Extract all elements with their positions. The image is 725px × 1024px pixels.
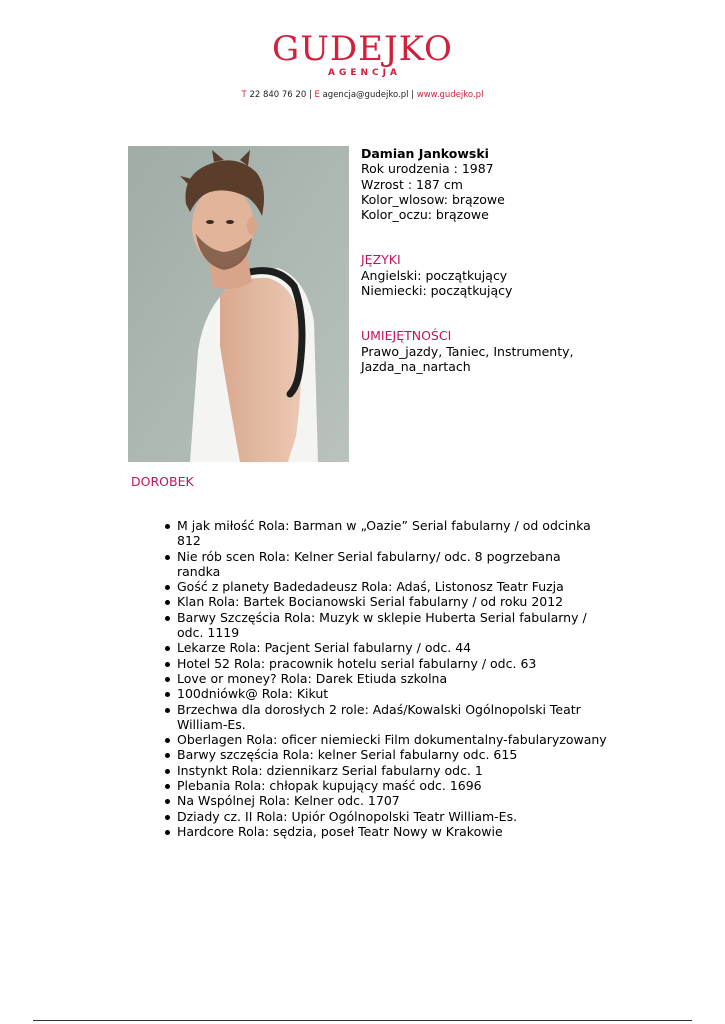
credit-item: Na Wspólnej Rola: Kelner odc. 1707 [177,793,607,808]
website-link[interactable]: www.gudejko.pl [416,90,484,100]
credit-item: Hardcore Rola: sędzia, poseł Teatr Nowy w Krakowie [177,824,607,839]
skills-line: Jazda_na_nartach [361,358,471,374]
footer-divider [33,1020,692,1021]
separator: | [411,90,415,100]
agency-logo-subtitle: AGENCJA [328,68,401,78]
actor-name: Damian Jankowski [361,146,489,161]
skills-title: UMIEJĘTNOŚCI [361,328,452,344]
birth-year: Rok urodzenia : 1987 [361,161,494,177]
credit-item: Oberlagen Rola: oficer niemiecki Film dokumentalny-fabularyzowany [177,732,607,748]
credit-item: Barwy Szczęścia Rola: Muzyk w sklepie Huberta Serial fabularny / odc. 1119 [177,610,607,641]
agency-header [0,30,725,78]
credit-item: Love or money? Rola: Darek Etiuda szkolna [177,671,607,686]
credit-item: M jak miłość Rola: Barman w „Oazie” Serial fabularny / od odcinka 812 [177,518,607,549]
credit-item: Dziady cz. II Rola: Upiór Ogólnopolski Teatr William-Es. [177,809,607,824]
credit-item: Brzechwa dla dorosłych 2 role: Adaś/Kowalski Ogólnopolski Teatr William-Es. [177,702,607,733]
credit-item: Hotel 52 Rola: pracownik hotelu serial fabularny / odc. 63 [177,656,607,671]
credit-item: Gość z planety Badedadeusz Rola: Adaś, Listonosz Teatr Fuzja [177,579,607,594]
credit-item: Klan Rola: Bartek Bocianowski Serial fabularny / od roku 2012 [177,594,607,609]
phone-prefix: T [241,90,247,100]
eye-color: Kolor_oczu: brązowe [361,207,489,223]
hair-color: Kolor_wlosow: brązowe [361,191,505,207]
phone-number: 22 840 76 20 [249,90,307,100]
separator: | [308,90,312,100]
languages-title: JĘZYKI [361,252,401,268]
profile-info [361,146,621,374]
height: Wzrost : 187 cm [361,176,463,192]
credit-item: Lekarze Rola: Pacjent Serial fabularny / odc. 44 [177,640,607,655]
credit-item: Plebania Rola: chłopak kupujący maść odc. 1696 [177,778,607,793]
credit-item: Nie rób scen Rola: Kelner Serial fabularny/ odc. 8 pogrzebana randka [177,549,607,580]
dorobek-title: DOROBEK [131,474,194,489]
language-item: Niemiecki: początkujący [361,283,513,299]
actor-photo [128,146,349,462]
credits-list [160,518,607,839]
skills-line: Prawo_jazdy, Taniec, Instrumenty, [361,343,574,359]
credit-item: 100dniówk@ Rola: Kikut [177,686,607,701]
agency-logo: GUDEJKO [272,29,453,69]
credit-item: Instynkt Rola: dziennikarz Serial fabularny odc. 1 [177,763,607,778]
email-link[interactable]: agencja@gudejko.pl [322,90,409,100]
email-prefix: E [314,90,320,100]
contact-line [0,90,725,100]
credit-item: Barwy szczęścia Rola: kelner Serial fabularny odc. 615 [177,747,607,762]
language-item: Angielski: początkujący [361,267,508,283]
